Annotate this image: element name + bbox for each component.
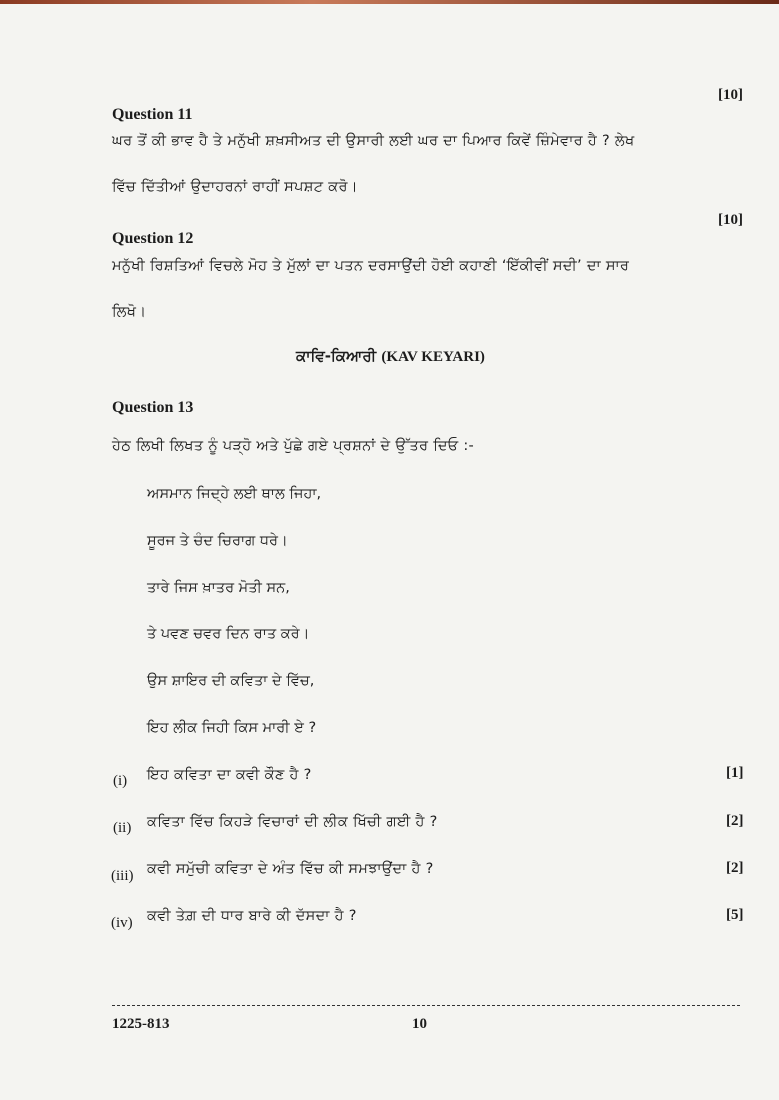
poem-line: ਇਹ ਲੀਕ ਜਿਹੀ ਕਿਸ ਮਾਰੀ ਏ ? bbox=[147, 720, 317, 736]
q12-heading: Question 12 bbox=[112, 230, 194, 247]
q11-text-line2: ਵਿੱਚ ਦਿੱਤੀਆਂ ਉਦਾਹਰਨਾਂ ਰਾਹੀਂ ਸਪਸ਼ਟ ਕਰੋ। bbox=[112, 179, 358, 195]
footer-divider bbox=[112, 1005, 740, 1006]
poem-line: ਤਾਰੇ ਜਿਸ ਖ਼ਾਤਰ ਮੋਤੀ ਸਨ, bbox=[147, 580, 290, 596]
poem-line: ਸੂਰਜ ਤੇ ਚੰਦ ਚਿਰਾਗ ਧਰੇ। bbox=[147, 533, 288, 549]
subq-marks: [2] bbox=[726, 860, 744, 876]
subq-text: ਕਵੀ ਸਮੁੱਚੀ ਕਵਿਤਾ ਦੇ ਅੰਤ ਵਿੱਚ ਕੀ ਸਮਝਾਉਂਦਾ ਹੈ ? bbox=[147, 861, 434, 877]
poem-line: ਅਸਮਾਨ ਜਿਦ੍ਹੇ ਲਈ ਥਾਲ ਜਿਹਾ, bbox=[147, 486, 322, 502]
section-title bbox=[296, 347, 485, 366]
subq-marks: [5] bbox=[726, 907, 744, 923]
q12-text-line2: ਲਿਖੋ। bbox=[112, 304, 147, 320]
poem-line: ਉਸ ਸ਼ਾਇਰ ਦੀ ਕਵਿਤਾ ਦੇ ਵਿੱਚ, bbox=[147, 673, 315, 689]
section-title-english: (KAV KEYARI) bbox=[381, 349, 485, 365]
subq-text: ਇਹ ਕਵਿਤਾ ਦਾ ਕਵੀ ਕੌਣ ਹੈ ? bbox=[147, 767, 312, 783]
q11-text-line1: ਘਰ ਤੋਂ ਕੀ ਭਾਵ ਹੈ ਤੇ ਮਨੁੱਖੀ ਸ਼ਖ਼ਸੀਅਤ ਦੀ ਉਸਾਰੀ ਲਈ ਘਰ ਦਾ ਪਿਆਰ ਕਿਵੇਂ ਜ਼ਿੰਮੇਵਾਰ ਹੈ ? ਲੇਖ bbox=[112, 133, 635, 149]
subq-number: (iii) bbox=[111, 868, 134, 884]
poem-line: ਤੇ ਪਵਣ ਚਵਰ ਦਿਨ ਰਾਤ ਕਰੇ। bbox=[147, 626, 310, 642]
q12-marks: [10] bbox=[718, 212, 743, 228]
page-number: 10 bbox=[412, 1016, 427, 1032]
subq-number: (iv) bbox=[111, 915, 133, 931]
q13-instruction: ਹੇਠ ਲਿਖੀ ਲਿਖਤ ਨੂੰ ਪੜ੍ਹੋ ਅਤੇ ਪੁੱਛੇ ਗਏ ਪ੍ਰਸ਼ਨਾਂ ਦੇ ਉੱਤਰ ਦਿਓ :- bbox=[112, 438, 475, 454]
paper-code: 1225-813 bbox=[112, 1016, 170, 1032]
subq-number: (ii) bbox=[113, 820, 132, 836]
page-top-edge bbox=[0, 0, 779, 4]
q11-marks: [10] bbox=[718, 87, 743, 103]
section-title-punjabi: ਕਾਵਿ-ਕਿਆਰੀ bbox=[296, 347, 377, 365]
q12-text-line1: ਮਨੁੱਖੀ ਰਿਸ਼ਤਿਆਂ ਵਿਚਲੇ ਮੋਹ ਤੇ ਮੁੱਲਾਂ ਦਾ ਪਤਨ ਦਰਸਾਉਂਦੀ ਹੋਈ ਕਹਾਣੀ ‘ਇੱਕੀਵੀਂ ਸਦੀ’ ਦਾ ਸਾਰ bbox=[112, 258, 630, 274]
subq-text: ਕਵਿਤਾ ਵਿੱਚ ਕਿਹੜੇ ਵਿਚਾਰਾਂ ਦੀ ਲੀਕ ਖਿੱਚੀ ਗਈ ਹੈ ? bbox=[147, 814, 438, 830]
subq-number: (i) bbox=[113, 773, 128, 789]
subq-marks: [2] bbox=[726, 813, 744, 829]
subq-marks: [1] bbox=[726, 765, 744, 781]
subq-text: ਕਵੀ ਤੇਗ਼ ਦੀ ਧਾਰ ਬਾਰੇ ਕੀ ਦੱਸਦਾ ਹੈ ? bbox=[147, 908, 357, 924]
q11-heading: Question 11 bbox=[112, 106, 193, 123]
q13-heading: Question 13 bbox=[112, 399, 194, 416]
